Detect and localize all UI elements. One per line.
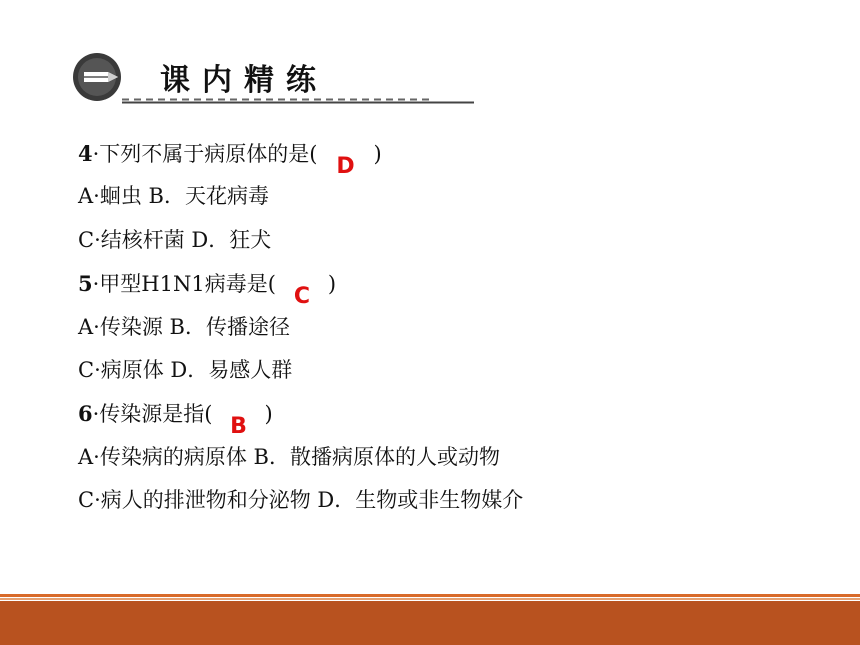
footer-accent-line: [0, 594, 860, 597]
option-line: A·传染病的病原体 B．散播病原体的人或动物: [78, 444, 500, 469]
answer-mark: D: [336, 154, 355, 179]
question-text: ·下列不属于病原体的是(: [92, 142, 318, 166]
option-line: C·病人的排泄物和分泌物 D．生物或非生物媒介: [78, 488, 524, 513]
option-line: A·传染源 B．传播途径: [78, 314, 290, 339]
question-list: [78, 132, 798, 523]
section-title: 课内精练: [160, 63, 328, 98]
question-text: ·传染源是指(: [92, 402, 213, 427]
pencil-circle-icon: [70, 50, 126, 106]
question-number: 4: [78, 141, 93, 166]
footer-accent-thin: [0, 598, 860, 600]
close-paren: ): [373, 142, 382, 166]
question-number: 5: [78, 271, 93, 297]
question-stem: [78, 132, 798, 179]
footer-band: [0, 601, 860, 645]
option-line: C·病原体 D．易感人群: [78, 357, 293, 382]
question-text: ·甲型H1N1病毒是(: [92, 272, 276, 297]
close-paren: ): [327, 272, 337, 297]
section-header: [0, 0, 860, 110]
option-line: C·结核杆菌 D．狂犬: [78, 227, 272, 252]
option-line: A·蛔虫 B．天花病毒: [78, 184, 269, 209]
question-stem: [78, 392, 798, 440]
close-paren: ): [264, 402, 273, 427]
answer-mark: B: [230, 414, 247, 440]
question-stem: [78, 262, 798, 310]
answer-mark: C: [293, 284, 310, 310]
question-number: 6: [78, 401, 93, 427]
header-divider: [122, 98, 474, 104]
